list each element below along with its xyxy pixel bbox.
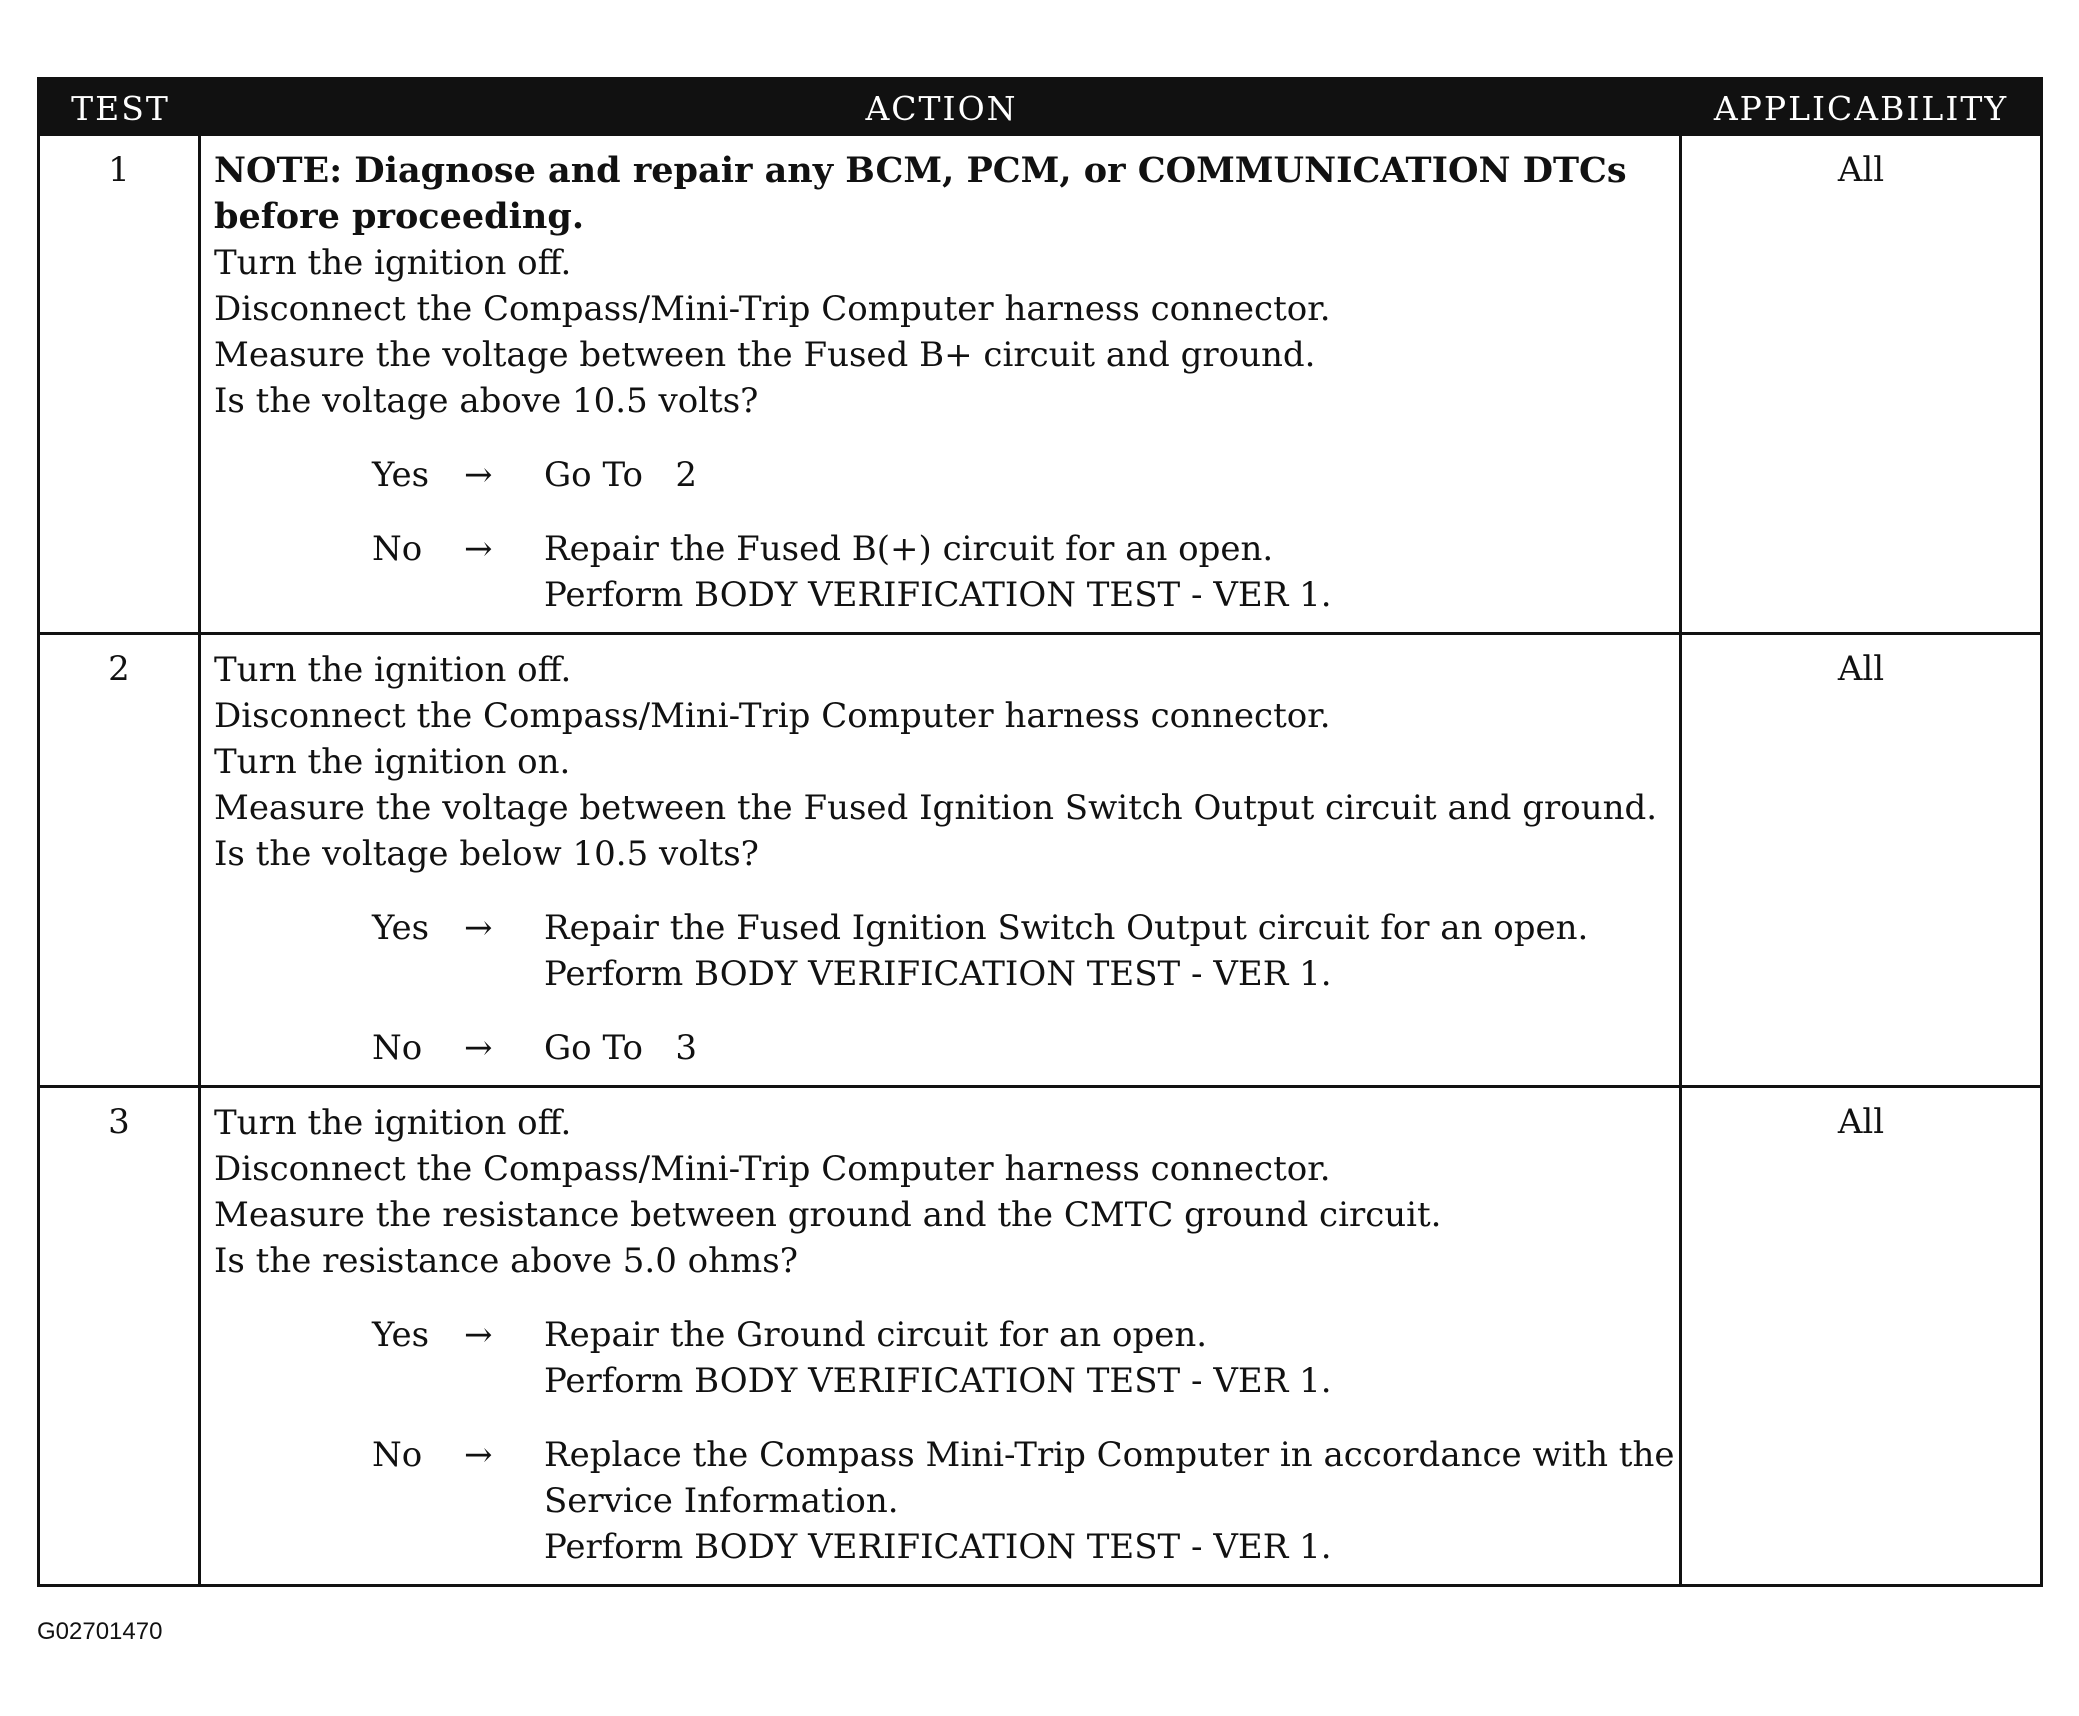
action-step: Turn the ignition off. <box>214 1103 572 1143</box>
answer-label: Yes <box>372 455 430 495</box>
action-step: Turn the ignition off. <box>214 243 572 283</box>
action-step: Turn the ignition on. <box>214 742 571 782</box>
action-step: Is the voltage above 10.5 volts? <box>214 381 759 421</box>
action-step: Disconnect the Compass/Mini-Trip Computer harness connector. <box>214 289 1331 329</box>
arrow-right-icon: → <box>464 455 493 495</box>
table-body <box>40 136 2040 1584</box>
answer-label: No <box>372 1435 423 1475</box>
answer-text <box>544 905 1669 997</box>
action-cell <box>201 136 1682 632</box>
test-number: 2 <box>40 635 201 1085</box>
action-step: Disconnect the Compass/Mini-Trip Computer harness connector. <box>214 1149 1331 1189</box>
answer-text <box>544 1312 1669 1404</box>
answer-no <box>214 526 1669 618</box>
arrow-right-icon: → <box>464 1315 493 1355</box>
header-applicability: APPLICABILITY <box>1713 88 2009 128</box>
action-step: Measure the voltage between the Fused B+ circuit and ground. <box>214 335 1316 375</box>
table-row <box>40 136 2040 632</box>
answer-text <box>544 1025 1669 1071</box>
header-action: ACTION <box>865 88 1018 128</box>
answer-text <box>544 1432 1674 1570</box>
arrow-right-icon: → <box>464 908 493 948</box>
action-note: NOTE: Diagnose and repair any BCM, PCM, or COMMUNICATION DTCs before proceeding. <box>214 150 1627 237</box>
table-row <box>40 632 2040 1085</box>
arrow-right-icon: → <box>464 529 493 569</box>
action-step: Is the resistance above 5.0 ohms? <box>214 1241 798 1281</box>
answer-no <box>214 1432 1675 1570</box>
action-step: Is the voltage below 10.5 volts? <box>214 834 759 874</box>
action-step: Measure the resistance between ground and the CMTC ground circuit. <box>214 1195 1442 1235</box>
figure-id: G02701470 <box>37 1618 163 1645</box>
table-header <box>40 80 2040 136</box>
answer-label: Yes <box>372 1315 430 1355</box>
action-step: Turn the ignition off. <box>214 650 572 690</box>
action-step: Disconnect the Compass/Mini-Trip Computer harness connector. <box>214 696 1331 736</box>
diagnostic-test-table <box>37 77 2043 1587</box>
test-number: 3 <box>40 1088 201 1584</box>
answer-text <box>544 452 1669 498</box>
answer-line: Repair the Fused Ignition Switch Output circuit for an open. <box>544 908 1589 948</box>
answer-yes <box>214 905 1669 997</box>
answers-block <box>214 452 1669 618</box>
answer-line: Repair the Ground circuit for an open. <box>544 1315 1208 1355</box>
answer-label: Yes <box>372 908 430 948</box>
test-number: 1 <box>40 136 201 632</box>
answer-no <box>214 1025 1669 1071</box>
answer-line: Perform BODY VERIFICATION TEST - VER 1. <box>544 954 1332 994</box>
answer-line: Repair the Fused B(+) circuit for an open. <box>544 529 1274 569</box>
answer-line: Service Information. <box>544 1481 899 1521</box>
action-cell <box>201 635 1682 1085</box>
header-test: TEST <box>71 88 170 128</box>
answer-line: Perform BODY VERIFICATION TEST - VER 1. <box>544 575 1332 615</box>
answer-label: No <box>372 529 423 569</box>
answer-line: Perform BODY VERIFICATION TEST - VER 1. <box>544 1361 1332 1401</box>
answer-text <box>544 526 1669 618</box>
arrow-right-icon: → <box>464 1435 493 1475</box>
answer-line: Perform BODY VERIFICATION TEST - VER 1. <box>544 1527 1332 1567</box>
answers-block <box>214 905 1669 1071</box>
table-row <box>40 1085 2040 1584</box>
arrow-right-icon: → <box>464 1028 493 1068</box>
applicability-cell: All <box>1837 649 1885 689</box>
answer-label: No <box>372 1028 423 1068</box>
answer-yes <box>214 1312 1669 1404</box>
applicability-cell: All <box>1837 1102 1885 1142</box>
answer-line: Go To 3 <box>544 1028 697 1068</box>
action-cell <box>201 1088 1682 1584</box>
answer-line: Go To 2 <box>544 455 697 495</box>
answers-block <box>214 1312 1675 1570</box>
action-step: Measure the voltage between the Fused Ignition Switch Output circuit and ground. <box>214 788 1658 828</box>
answer-line: Replace the Compass Mini-Trip Computer in accordance with the <box>544 1435 1675 1475</box>
applicability-cell: All <box>1837 150 1885 190</box>
answer-yes <box>214 452 1669 498</box>
